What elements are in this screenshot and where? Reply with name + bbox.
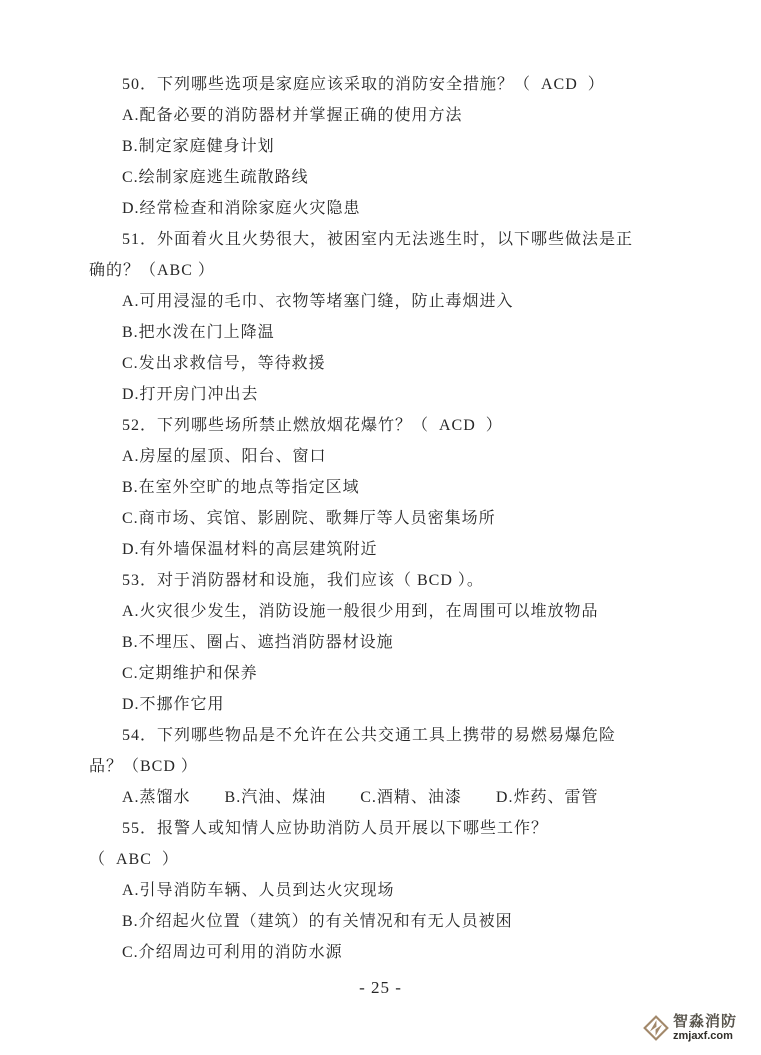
question-stem-line: （ ABC ） bbox=[89, 851, 179, 868]
question-55 bbox=[89, 813, 669, 968]
question-stem-line: 55．报警人或知情人应协助消防人员开展以下哪些工作？ bbox=[122, 820, 549, 837]
question-stem-line: 品？（BCD ） bbox=[89, 758, 198, 775]
option-line: B.制定家庭健身计划 bbox=[122, 138, 275, 155]
question-stem-line: 50．下列哪些选项是家庭应该采取的消防安全措施？（ ACD ） bbox=[122, 76, 605, 93]
diamond-z-logo-icon bbox=[642, 1012, 670, 1044]
brand-domain: zmjaxf.com bbox=[673, 1030, 733, 1042]
question-54 bbox=[89, 720, 669, 813]
option-line: B.把水泼在门上降温 bbox=[122, 324, 275, 341]
option-line: A.可用浸湿的毛巾、衣物等堵塞门缝，防止毒烟进入 bbox=[122, 293, 514, 310]
option-line: A.引导消防车辆、人员到达火灾现场 bbox=[122, 882, 395, 899]
question-53 bbox=[89, 565, 669, 720]
option-line: D.打开房门冲出去 bbox=[122, 386, 259, 403]
brand-text-block bbox=[673, 1014, 737, 1042]
option-line: D.有外墙保温材料的高层建筑附近 bbox=[122, 541, 378, 558]
option-line: A.火灾很少发生，消防设施一般很少用到，在周围可以堆放物品 bbox=[122, 603, 599, 620]
option-line: B.不埋压、圈占、遮挡消防器材设施 bbox=[122, 634, 394, 651]
option-line: A.配备必要的消防器材并掌握正确的使用方法 bbox=[122, 107, 463, 124]
option-line: D.不挪作它用 bbox=[122, 696, 225, 713]
option-line: C.发出求救信号，等待救援 bbox=[122, 355, 326, 372]
question-stem-line: 54．下列哪些物品是不允许在公共交通工具上携带的易燃易爆危险 bbox=[122, 727, 617, 744]
option-line: A.蒸馏水 B.汽油、煤油 C.酒精、油漆 D.炸药、雷管 bbox=[122, 789, 599, 806]
brand-name: 智淼消防 bbox=[673, 1013, 738, 1030]
option-line: A.房屋的屋顶、阳台、窗口 bbox=[122, 448, 327, 465]
question-50 bbox=[89, 69, 669, 224]
option-line: C.商市场、宾馆、影剧院、歌舞厅等人员密集场所 bbox=[122, 510, 496, 527]
option-line: C.绘制家庭逃生疏散路线 bbox=[122, 169, 309, 186]
option-line: B.介绍起火位置（建筑）的有关情况和有无人员被困 bbox=[122, 913, 513, 930]
question-stem-line: 52．下列哪些场所禁止燃放烟花爆竹？（ ACD ） bbox=[122, 417, 503, 434]
question-stem-line: 51．外面着火且火势很大，被困室内无法逃生时，以下哪些做法是正 bbox=[122, 231, 634, 248]
option-line: B.在室外空旷的地点等指定区域 bbox=[122, 479, 360, 496]
option-line: D.经常检查和消除家庭火灾隐患 bbox=[122, 200, 361, 217]
question-52 bbox=[89, 410, 669, 565]
question-51 bbox=[89, 224, 669, 410]
question-list bbox=[89, 69, 669, 968]
question-stem-line: 53．对于消防器材和设施，我们应该（ BCD ）。 bbox=[122, 572, 484, 589]
question-stem-line: 确的？（ABC ） bbox=[89, 262, 215, 279]
page-number: - 25 - bbox=[359, 978, 402, 997]
option-line: C.定期维护和保养 bbox=[122, 665, 258, 682]
option-line: C.介绍周边可利用的消防水源 bbox=[122, 944, 343, 961]
brand-watermark bbox=[642, 1012, 737, 1044]
